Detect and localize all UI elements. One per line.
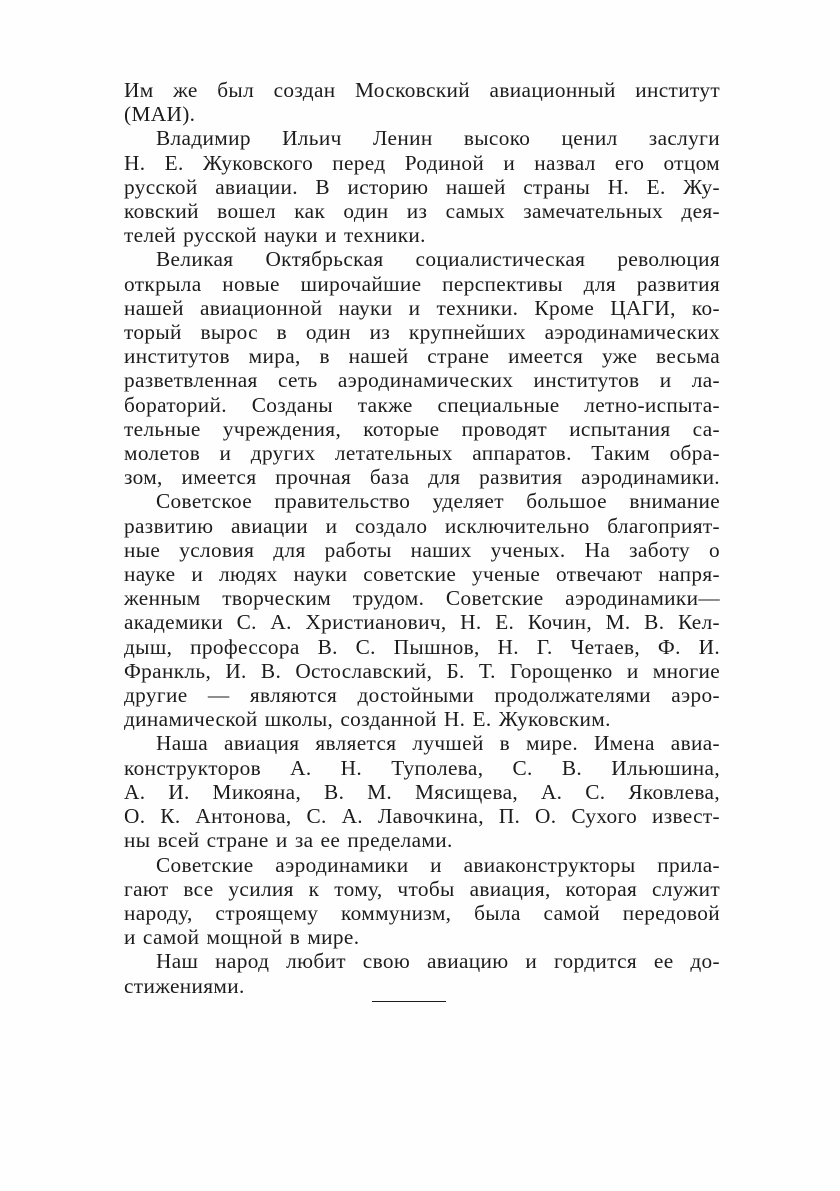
- text-line: А. И. Микояна, В. М. Мясищева, А. С. Яковлева,: [124, 779, 720, 804]
- text-line: и самой мощной в мире.: [124, 925, 360, 950]
- paragraph-1: [124, 78, 720, 126]
- text-line: молетов и других летательных аппаратов. Таким обра-: [124, 441, 720, 466]
- text-line: Франкль, И. В. Остославский, Б. Т. Горощенко и многие: [124, 658, 720, 683]
- text-line: ные условия для работы наших ученых. На заботу о: [124, 537, 720, 562]
- text-line: Владимир Ильич Ленин высоко ценил заслуги: [156, 126, 720, 151]
- text-line: Им же был создан Московский авиационный институт: [124, 78, 720, 102]
- text-line: разветвленная сеть аэродинамических институтов и ла-: [124, 368, 720, 393]
- text-line: Н. Е. Жуковского перед Родиной и назвал его отцом: [124, 150, 720, 175]
- paragraph-5: [124, 731, 720, 852]
- text-line: О. К. Антонова, С. А. Лавочкина, П. О. Сухого извест-: [124, 804, 720, 829]
- paragraph-2: [124, 126, 720, 247]
- text-line: развитию авиации и создало исключительно благоприят-: [124, 513, 720, 538]
- text-line: дыш, профессора В. С. Пышнов, Н. Г. Четаев, Ф. И.: [124, 634, 720, 659]
- text-line: Наш народ любит свою авиацию и гордится ее до-: [156, 949, 720, 974]
- text-line: конструкторов А. Н. Туполева, С. В. Ильюшина,: [124, 755, 720, 780]
- text-line: тельные учреждения, которые проводят испытания са-: [124, 416, 720, 441]
- text-line: академики С. А. Христианович, Н. Е. Кочин, М. В. Кел-: [124, 610, 720, 635]
- text-line: науке и людях науки советские ученые отвечают напря-: [124, 562, 720, 587]
- paragraph-6: [124, 853, 720, 950]
- text-line: Великая Октябрьская социалистическая революция: [156, 247, 720, 272]
- text-line: женным творческим трудом. Советские аэродинамики—: [124, 586, 720, 611]
- text-line: стижениями.: [124, 973, 245, 998]
- text-line: бораторий. Созданы также специальные летно-испыта-: [124, 392, 720, 417]
- text-line: Советские аэродинамики и авиаконструкторы прила-: [156, 852, 720, 877]
- text-line: русской авиации. В историю нашей страны Н. Е. Жу-: [124, 174, 720, 199]
- text-line: институтов мира, в нашей стране имеется уже весьма: [124, 344, 720, 369]
- text-line: Наша авиация является лучшей в мире. Имена авиа-: [156, 731, 720, 756]
- text-line: (МАИ).: [124, 102, 196, 127]
- body-text: [124, 78, 720, 998]
- paragraph-3: [124, 247, 720, 489]
- text-line: нашей авиационной науки и техники. Кроме ЦАГИ, ко-: [124, 295, 720, 320]
- text-line: народу, строящему коммунизм, была самой передовой: [124, 900, 720, 925]
- paragraph-7: [124, 949, 720, 997]
- text-line: телей русской науки и техники.: [124, 223, 426, 248]
- text-line: ковский вошел как один из самых замечательных дея-: [124, 199, 720, 224]
- text-line: открыла новые широчайшие перспективы для развития: [124, 271, 720, 296]
- end-of-chapter-rule: [372, 1001, 446, 1002]
- text-line: гают все усилия к тому, чтобы авиация, которая служит: [124, 876, 720, 901]
- paragraph-4: [124, 489, 720, 731]
- text-line: динамической школы, созданной Н. Е. Жуковским.: [124, 707, 611, 732]
- text-line: Советское правительство уделяет большое внимание: [156, 489, 720, 514]
- text-line: ны всей стране и за ее пределами.: [124, 828, 453, 853]
- text-line: торый вырос в один из крупнейших аэродинамических: [124, 320, 720, 345]
- text-line: зом, имеется прочная база для развития аэродинамики.: [124, 465, 720, 490]
- text-line: другие — являются достойными продолжателями аэро-: [124, 683, 720, 708]
